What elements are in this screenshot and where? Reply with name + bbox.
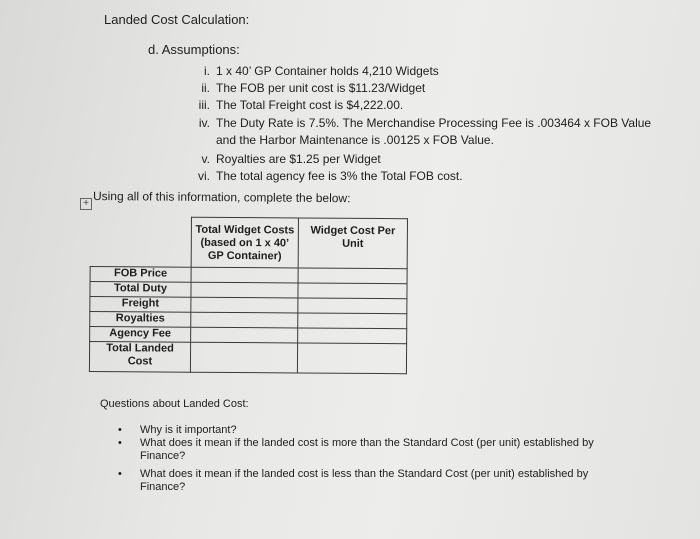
assumption-number: iii. — [198, 98, 210, 112]
assumption-text: The Duty Rate is 7.5%. The Merchandise Processing Fee is .003464 x FOB Value — [216, 116, 652, 130]
question-line: Finance? — [140, 481, 186, 493]
table-row — [89, 342, 406, 374]
assumption-item — [188, 81, 425, 95]
question-item — [118, 424, 237, 437]
table-cell-input[interactable] — [191, 312, 298, 328]
assumption-text: The FOB per unit cost is $11.23/Widget — [216, 81, 426, 95]
table-cell-input[interactable] — [190, 342, 297, 373]
header-line: Unit — [342, 237, 364, 250]
table-cell-input[interactable] — [298, 313, 407, 329]
row-label-agency-fee: Agency Fee — [90, 327, 191, 343]
assumption-text: The Total Freight cost is $4,222.00. — [216, 98, 404, 112]
row-label-total-landed-cost — [89, 342, 190, 373]
table-cell-input[interactable] — [298, 298, 407, 314]
assumption-item — [188, 64, 439, 78]
table-header-row — [90, 217, 407, 269]
table-cell-input[interactable] — [298, 283, 407, 299]
page-title: Landed Cost Calculation: — [104, 12, 250, 27]
assumption-number: ii. — [201, 81, 210, 95]
question-item — [118, 468, 589, 494]
assumption-item — [188, 98, 403, 112]
assumption-continuation: and the Harbor Maintenance is .00125 x FOB Value. — [216, 133, 494, 147]
table-cell-input[interactable] — [297, 343, 406, 374]
header-widget-cost-per-unit — [298, 218, 407, 269]
assumption-number: iv. — [198, 116, 210, 130]
question-line: What does it mean if the landed cost is more than the Standard Cost (per unit) established by — [140, 437, 594, 449]
table-cell-input[interactable] — [191, 282, 298, 298]
landed-cost-table — [89, 216, 408, 374]
table-cell-input[interactable] — [191, 297, 298, 313]
row-label-total-duty: Total Duty — [90, 282, 191, 298]
assumption-number: v. — [201, 152, 210, 166]
bullet-icon: • — [118, 424, 122, 436]
assumptions-heading: d. Assumptions: — [148, 42, 240, 57]
questions-heading: Questions about Landed Cost: — [100, 398, 249, 410]
question-line: Why is it important? — [140, 424, 237, 436]
question-line: What does it mean if the landed cost is less than the Standard Cost (per unit) established by — [140, 468, 589, 480]
row-label-fob-price: FOB Price — [90, 267, 191, 283]
assumption-text: The total agency fee is 3% the Total FOB cost. — [216, 169, 463, 183]
header-line: Widget Cost Per — [310, 224, 396, 238]
row-label-line: Cost — [127, 355, 153, 368]
header-line: Total Widget Costs — [195, 223, 295, 237]
table-move-handle-icon[interactable]: + — [80, 198, 92, 210]
assumption-number: vi. — [198, 169, 210, 183]
assumption-item — [188, 169, 463, 183]
question-line: Finance? — [140, 450, 186, 462]
row-label-line: Total Landed — [106, 342, 174, 355]
header-line: GP Container) — [207, 249, 282, 263]
table-cell-input[interactable] — [298, 328, 407, 344]
assumption-number: i. — [204, 64, 210, 78]
assumption-text: 1 x 40’ GP Container holds 4,210 Widgets — [216, 64, 439, 78]
table-cell-input[interactable] — [298, 268, 407, 284]
bullet-icon: • — [118, 468, 122, 480]
assumption-text: Royalties are $1.25 per Widget — [216, 152, 381, 166]
row-label-freight: Freight — [90, 297, 191, 313]
table-cell-input[interactable] — [191, 327, 298, 343]
instructions-text: Using all of this information, complete the below: — [92, 189, 351, 206]
row-label-royalties: Royalties — [90, 312, 191, 328]
assumption-item — [188, 116, 651, 130]
bullet-icon: • — [118, 437, 122, 449]
header-line: (based on 1 x 40’ — [200, 236, 290, 250]
question-item — [118, 437, 594, 463]
table-corner-cell — [90, 217, 191, 268]
header-total-widget-costs — [191, 217, 298, 268]
table-cell-input[interactable] — [191, 267, 298, 283]
assumption-item — [188, 152, 381, 166]
